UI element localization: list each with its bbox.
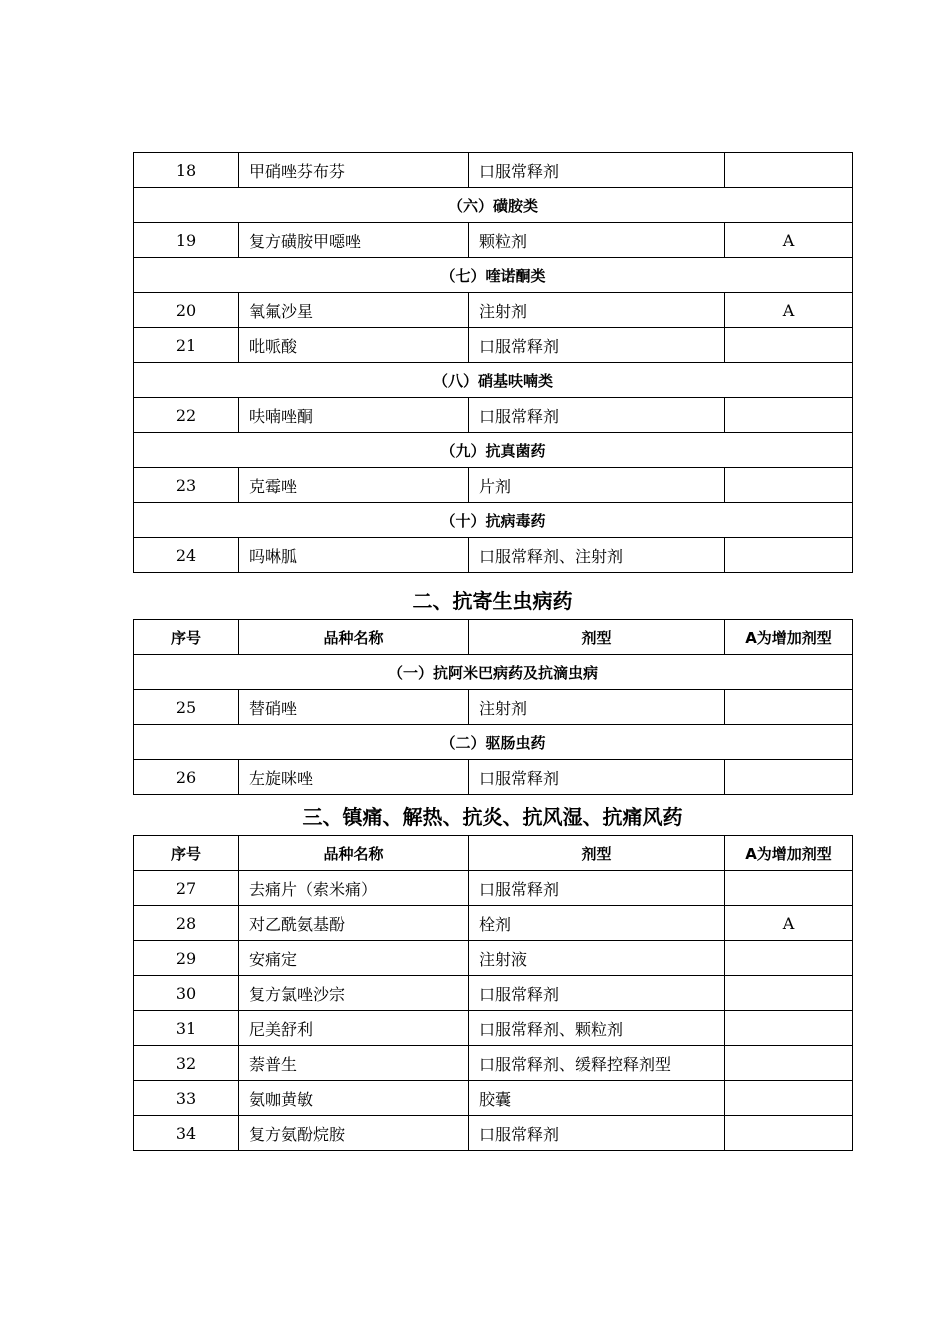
table-row	[134, 1116, 853, 1151]
cell-no: 25	[134, 690, 239, 725]
cell-no: 20	[134, 293, 239, 328]
header-form: 剂型	[469, 836, 725, 871]
section-title-antiparasitic: 二、抗寄生虫病药	[412, 589, 573, 613]
cell-form: 口服常释剂、颗粒剂	[469, 1011, 725, 1046]
cell-no: 23	[134, 468, 239, 503]
cell-flag: A	[725, 293, 853, 328]
header-no: 序号	[134, 620, 239, 655]
subcategory-row	[134, 433, 853, 468]
subcategory-row	[134, 188, 853, 223]
cell-flag	[725, 976, 853, 1011]
table-header-row	[134, 620, 853, 655]
subcategory-row	[134, 363, 853, 398]
cell-no: 32	[134, 1046, 239, 1081]
cell-name: 复方磺胺甲噁唑	[239, 223, 469, 258]
cell-no: 28	[134, 906, 239, 941]
table-row	[134, 153, 853, 188]
header-flag: A为增加剂型	[725, 620, 853, 655]
cell-name: 去痛片（索米痛）	[239, 871, 469, 906]
table-header-row	[134, 836, 853, 871]
table-row	[134, 906, 853, 941]
subcategory-row	[134, 655, 853, 690]
header-name: 品种名称	[239, 620, 469, 655]
cell-name: 甲硝唑芬布芬	[239, 153, 469, 188]
table-row	[134, 1081, 853, 1116]
cell-no: 26	[134, 760, 239, 795]
drug-table-body	[134, 153, 853, 573]
table-row	[134, 1046, 853, 1081]
cell-name: 对乙酰氨基酚	[239, 906, 469, 941]
cell-form: 颗粒剂	[469, 223, 725, 258]
cell-name: 萘普生	[239, 1046, 469, 1081]
cell-name: 克霉唑	[239, 468, 469, 503]
cell-flag	[725, 398, 853, 433]
cell-name: 复方氯唑沙宗	[239, 976, 469, 1011]
table-row	[134, 871, 853, 906]
cell-name: 替硝唑	[239, 690, 469, 725]
subcategory-label: （十）抗病毒药	[134, 503, 853, 538]
cell-form: 口服常释剂	[469, 871, 725, 906]
subcategory-label: （一）抗阿米巴病药及抗滴虫病	[134, 655, 853, 690]
cell-no: 27	[134, 871, 239, 906]
cell-name: 氧氟沙星	[239, 293, 469, 328]
cell-form: 注射液	[469, 941, 725, 976]
header-name: 品种名称	[239, 836, 469, 871]
analgesic-table	[133, 835, 853, 1151]
cell-flag	[725, 1011, 853, 1046]
cell-form: 口服常释剂	[469, 328, 725, 363]
table-row	[134, 976, 853, 1011]
cell-no: 18	[134, 153, 239, 188]
cell-flag	[725, 760, 853, 795]
cell-no: 22	[134, 398, 239, 433]
table-row	[134, 941, 853, 976]
cell-form: 口服常释剂、缓释控释剂型	[469, 1046, 725, 1081]
antiparasitic-table-wrapper	[133, 619, 852, 795]
subcategory-label: （六）磺胺类	[134, 188, 853, 223]
cell-name: 安痛定	[239, 941, 469, 976]
table-row	[134, 690, 853, 725]
table-row	[134, 223, 853, 258]
antiparasitic-table-body	[134, 655, 853, 795]
cell-flag	[725, 468, 853, 503]
table-row	[134, 1011, 853, 1046]
header-form: 剂型	[469, 620, 725, 655]
subcategory-row	[134, 258, 853, 293]
cell-form: 注射剂	[469, 690, 725, 725]
cell-no: 29	[134, 941, 239, 976]
cell-flag: A	[725, 906, 853, 941]
cell-flag	[725, 690, 853, 725]
cell-flag	[725, 328, 853, 363]
cell-no: 21	[134, 328, 239, 363]
subcategory-row	[134, 503, 853, 538]
antiparasitic-table	[133, 619, 853, 795]
cell-no: 30	[134, 976, 239, 1011]
cell-form: 口服常释剂	[469, 398, 725, 433]
cell-flag	[725, 1116, 853, 1151]
table-row	[134, 538, 853, 573]
subcategory-label: （七）喹诺酮类	[134, 258, 853, 293]
cell-name: 吗啉胍	[239, 538, 469, 573]
cell-flag	[725, 1081, 853, 1116]
section-title-analgesic: 三、镇痛、解热、抗炎、抗风湿、抗痛风药	[302, 805, 683, 829]
table-row	[134, 328, 853, 363]
cell-name: 氨咖黄敏	[239, 1081, 469, 1116]
table-row	[134, 468, 853, 503]
cell-form: 胶囊	[469, 1081, 725, 1116]
cell-form: 口服常释剂	[469, 976, 725, 1011]
drug-table-continued	[133, 152, 852, 573]
cell-name: 吡哌酸	[239, 328, 469, 363]
cell-form: 注射剂	[469, 293, 725, 328]
header-flag: A为增加剂型	[725, 836, 853, 871]
cell-flag	[725, 941, 853, 976]
cell-form: 片剂	[469, 468, 725, 503]
drug-table	[133, 152, 853, 573]
cell-flag	[725, 153, 853, 188]
header-no: 序号	[134, 836, 239, 871]
cell-form: 口服常释剂	[469, 153, 725, 188]
analgesic-table-wrapper	[133, 835, 852, 1151]
cell-no: 31	[134, 1011, 239, 1046]
table-row	[134, 398, 853, 433]
analgesic-table-body	[134, 871, 853, 1151]
subcategory-row	[134, 725, 853, 760]
cell-name: 左旋咪唑	[239, 760, 469, 795]
table-row	[134, 760, 853, 795]
cell-form: 口服常释剂	[469, 1116, 725, 1151]
cell-name: 尼美舒利	[239, 1011, 469, 1046]
cell-name: 复方氨酚烷胺	[239, 1116, 469, 1151]
subcategory-label: （八）硝基呋喃类	[134, 363, 853, 398]
cell-flag	[725, 538, 853, 573]
cell-form: 口服常释剂、注射剂	[469, 538, 725, 573]
cell-form: 口服常释剂	[469, 760, 725, 795]
cell-flag	[725, 1046, 853, 1081]
subcategory-label: （二）驱肠虫药	[134, 725, 853, 760]
table-row	[134, 293, 853, 328]
cell-no: 19	[134, 223, 239, 258]
cell-flag	[725, 871, 853, 906]
cell-no: 34	[134, 1116, 239, 1151]
cell-no: 33	[134, 1081, 239, 1116]
cell-flag: A	[725, 223, 853, 258]
cell-no: 24	[134, 538, 239, 573]
subcategory-label: （九）抗真菌药	[134, 433, 853, 468]
cell-name: 呋喃唑酮	[239, 398, 469, 433]
cell-form: 栓剂	[469, 906, 725, 941]
